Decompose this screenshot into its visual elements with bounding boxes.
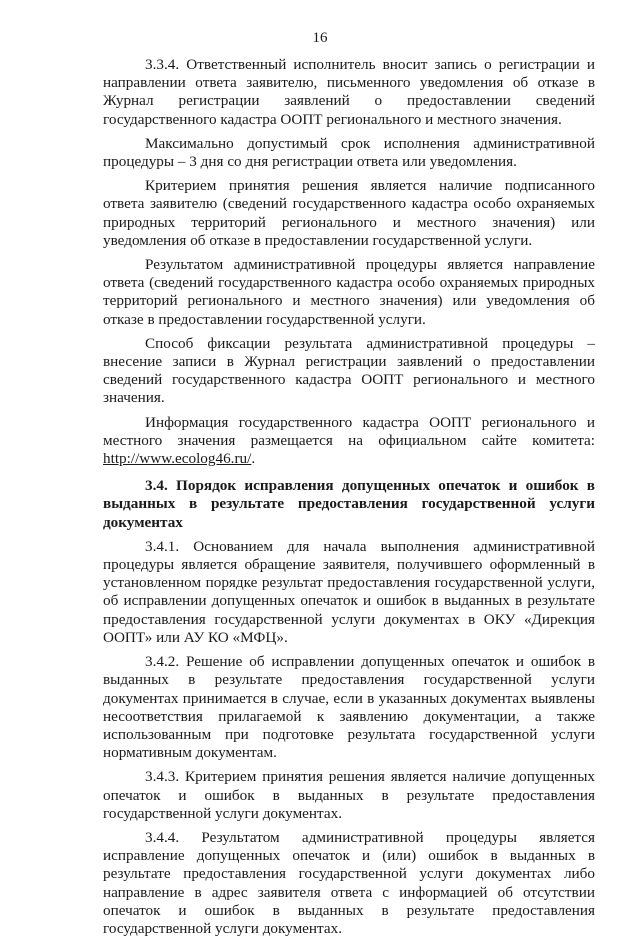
paragraph-procedure-result: Результатом административной процедуры является направление ответа (сведений государственного кадастра особо охраняемых природных территорий регионального и местного значения) или уведомления об отказе в предоставлении государственной услуги. [103,256,595,328]
paragraph-max-term: Максимально допустимый срок исполнения административной процедуры – 3 дня со дня регистрации ответа или уведомления. [103,134,595,171]
cadastre-info-text: Информация государственного кадастра ООПТ регионального и местного значения размещается на официальном сайте комитета: [103,413,595,449]
paragraph-3-4-4: 3.4.4. Результатом административной процедуры является исправление допущенных опечаток и (или) ошибок в выданных в результате предоставления государственной услуги документах либо направление в адрес заявителя ответа с информацией об отсутствии опечаток и ошибок в выданных в результате предоставления государственной услуги документах. [103,828,595,937]
paragraph-3-4-1: 3.4.1. Основанием для начала выполнения административной процедуры является обращение заявителя, получившего оформленный в установленном порядке результат предоставления государственной услуги, об исправлении допущенных опечаток и ошибок в выданных в результате предоставления государственной услуги документах в ОКУ «Дирекция ООПТ» или АУ КО «МФЦ». [103,537,595,646]
paragraph-fixation-method: Способ фиксации результата административной процедуры – внесение записи в Журнал регистрации заявлений о предоставлении сведений государственного кадастра ООПТ регионального и местного значения. [103,334,595,407]
paragraph-3-4-2: 3.4.2. Решение об исправлении допущенных опечаток и ошибок в выданных в результате предоставления государственной услуги документах принимается в случае, если в указанных документах выявлены несоответствия прилагаемой к заявлению документации, а также использованным при подготовке результата государственной услуги нормативным документам. [103,653,595,762]
document-body [103,56,595,938]
section-heading-3-4: 3.4. Порядок исправления допущенных опечаток и ошибок в выданных в результате предоставления государственной услуги документах [103,477,595,531]
cadastre-info-tail: . [251,450,256,468]
paragraph-3-3-4: 3.3.4. Ответственный исполнитель вносит запись о регистрации и направлении ответа заявителю, письменного уведомления об отказе в Журнал регистрации заявлений о предоставлении сведений государственного кадастра ООПТ регионального и местного значения. [103,56,595,128]
website-link[interactable]: http://www.ecolog46.ru/ [103,450,252,468]
paragraph-cadastre-info [103,414,595,469]
page-number: 16 [312,30,328,46]
paragraph-3-4-3: 3.4.3. Критерием принятия решения является наличие допущенных опечаток и ошибок в выданных в результате предоставления государственной услуги документах. [103,768,595,822]
paragraph-decision-criterion: Критерием принятия решения является наличие подписанного ответа заявителю (сведений государственного кадастра особо охраняемых природных территорий регионального и местного значения) или уведомления об отказе в предоставлении государственной услуги. [103,177,595,249]
